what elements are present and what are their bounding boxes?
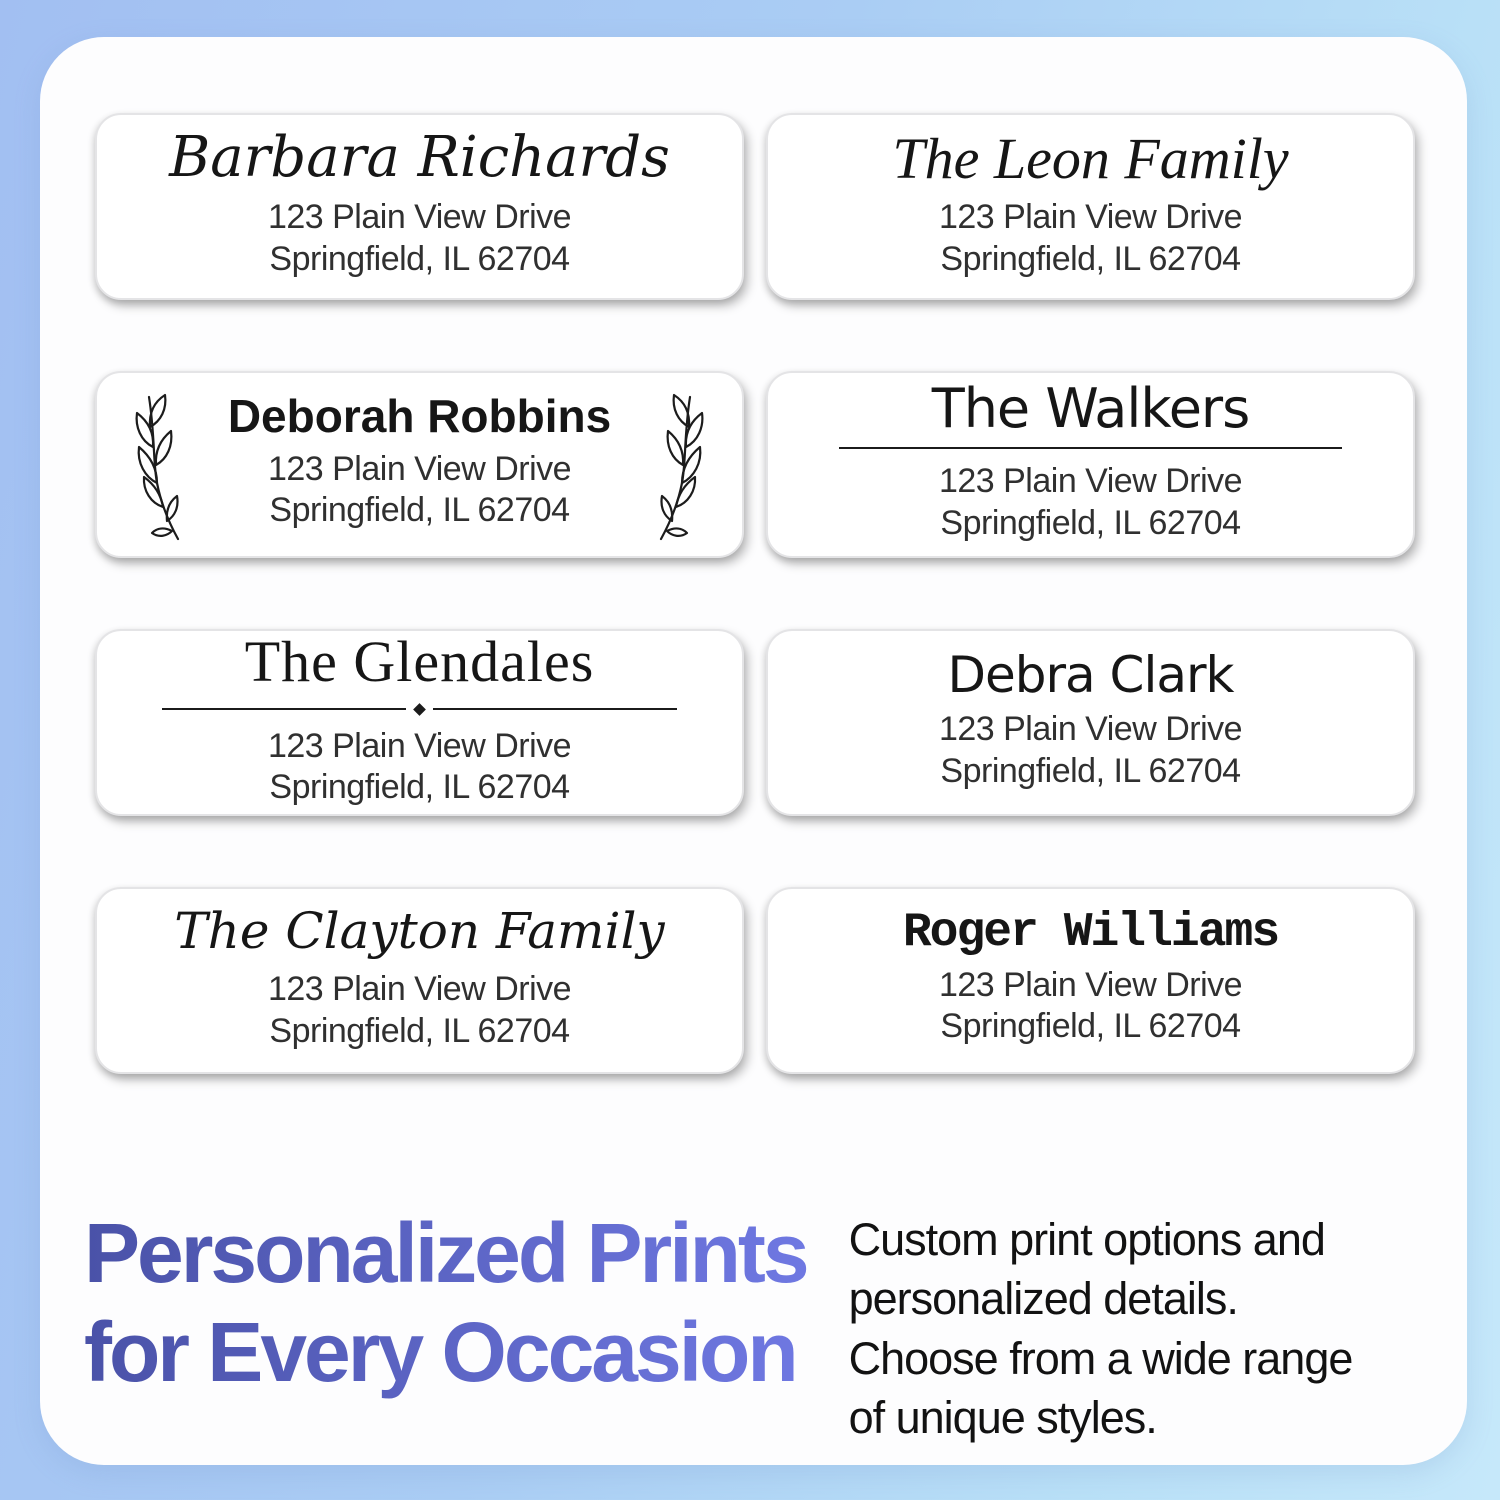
divider-line-right	[433, 708, 677, 710]
label-name: The Glendales	[244, 629, 595, 695]
label-address-line2: Springfield, IL 62704	[269, 768, 570, 807]
address-label-clayton-family	[95, 887, 744, 1074]
label-address-line1: 123 Plain View Drive	[267, 198, 572, 237]
address-label-deborah-robbins	[95, 371, 744, 558]
description-line-2: personalized details.	[848, 1273, 1238, 1325]
labels-grid	[40, 37, 1467, 1074]
content-card	[40, 37, 1467, 1465]
footer	[40, 1204, 1467, 1448]
label-name: Debra Clark	[947, 646, 1234, 705]
description-line-1: Custom print options and	[848, 1214, 1325, 1265]
description-line-4: of unique styles.	[848, 1392, 1157, 1444]
label-address-line1: 123 Plain View Drive	[938, 198, 1243, 237]
address-label-leon-family	[766, 113, 1415, 300]
label-address-line2: Springfield, IL 62704	[269, 1011, 570, 1050]
address-label-roger-williams	[766, 887, 1415, 1074]
label-name: Barbara Richards	[169, 124, 670, 190]
label-address-line2: Springfield, IL 62704	[269, 491, 570, 530]
label-name: Deborah Robbins	[227, 390, 612, 443]
label-address-line1: 123 Plain View Drive	[267, 449, 572, 488]
label-address-line1: 123 Plain View Drive	[267, 726, 572, 765]
label-name: Roger Williams	[902, 906, 1279, 961]
label-name: The Clayton Family	[174, 902, 665, 961]
label-address-line2: Springfield, IL 62704	[940, 239, 1241, 278]
label-address-line1: 123 Plain View Drive	[267, 970, 572, 1009]
label-name: The Walkers	[931, 376, 1250, 440]
label-name: The Leon Family	[892, 125, 1289, 191]
address-label-barbara-richards	[95, 113, 744, 300]
underline-divider	[839, 447, 1342, 449]
headline-line-1: Personalized Prints	[84, 1206, 807, 1300]
description	[849, 1210, 1353, 1448]
laurel-branch-left-icon	[125, 389, 191, 541]
divider-with-diamond	[162, 705, 677, 714]
label-address-line1: 123 Plain View Drive	[938, 965, 1243, 1004]
laurel-branch-right-icon	[648, 389, 714, 541]
label-address-line2: Springfield, IL 62704	[940, 751, 1241, 790]
label-address-line1: 123 Plain View Drive	[938, 462, 1243, 501]
label-address-line1: 123 Plain View Drive	[938, 710, 1243, 749]
headline-line-2: for Every Occasion	[84, 1305, 796, 1400]
address-label-glendales	[95, 629, 744, 816]
address-label-debra-clark	[766, 629, 1415, 816]
divider-line-left	[162, 708, 406, 710]
diamond-icon	[413, 703, 426, 716]
headline	[84, 1204, 807, 1402]
address-label-walkers	[766, 371, 1415, 558]
label-address-line2: Springfield, IL 62704	[940, 503, 1241, 542]
label-address-line2: Springfield, IL 62704	[269, 239, 570, 278]
label-address-line2: Springfield, IL 62704	[940, 1007, 1241, 1046]
description-line-3: Choose from a wide range	[848, 1332, 1353, 1384]
